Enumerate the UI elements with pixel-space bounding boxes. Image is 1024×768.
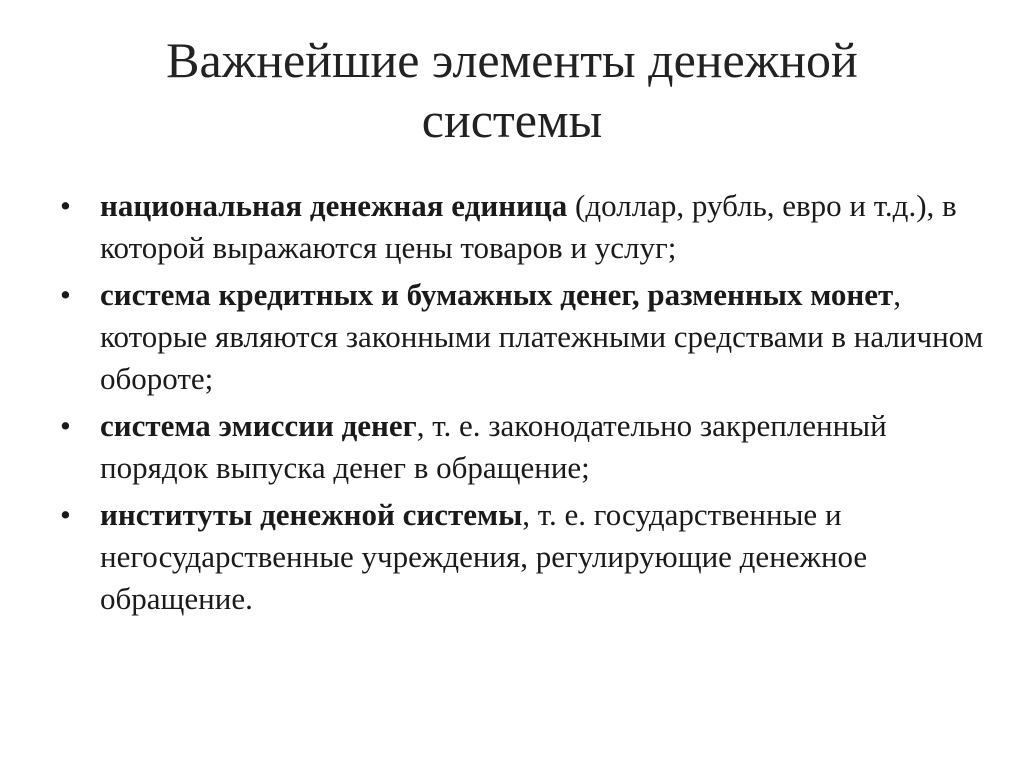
bullet-term: система эмиссии денег	[100, 408, 417, 443]
slide-title-line-2: системы	[421, 92, 603, 148]
bullet-term: система кредитных и бумажных денег, разменных монет	[100, 277, 894, 312]
bullet-text: , которые являются законными платежными средствами в наличном обороте;	[100, 277, 984, 396]
bullet-marker: •	[60, 408, 71, 443]
bullet-marker: •	[60, 497, 71, 532]
bullet-marker: •	[60, 188, 71, 223]
bullet-marker: •	[60, 277, 71, 312]
bullet-list	[60, 185, 990, 625]
bullet-item-emission-system	[60, 405, 990, 489]
bullet-term: институты денежной системы	[100, 497, 523, 532]
bullet-term: национальная денежная единица	[100, 188, 568, 223]
bullet-text: , т. е. государственные и негосударственные учреждения, регулирующие денежное обращение.	[100, 497, 868, 616]
bullet-item-institutions	[60, 494, 990, 620]
bullet-item-currency-unit	[60, 185, 990, 269]
bullet-text: , т. е. законодательно закрепленный порядок выпуска денег в обращение;	[100, 408, 887, 485]
slide-title	[0, 30, 1024, 150]
bullet-text: (доллар, рубль, евро и т.д.), в которой выражаются цены товаров и услуг;	[100, 188, 957, 265]
bullet-item-money-system	[60, 274, 990, 400]
slide-title-line-1: Важнейшие элементы денежной	[166, 32, 858, 88]
